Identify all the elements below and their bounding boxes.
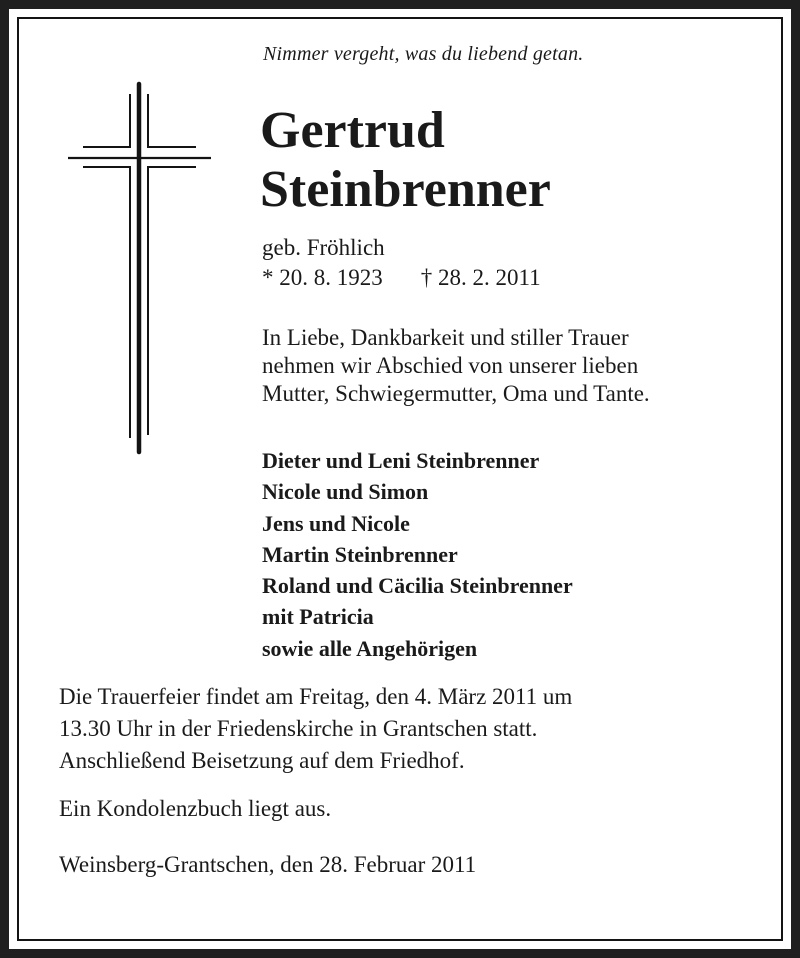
service-line: Anschließend Beisetzung auf dem Friedhof. xyxy=(59,748,465,773)
mourner: Jens und Nicole xyxy=(262,510,410,536)
life-dates xyxy=(262,263,541,293)
mourner: Roland und Cäcilia Steinbrenner xyxy=(262,573,573,599)
funeral-service-info xyxy=(59,681,572,777)
death-date: † 28. 2. 2011 xyxy=(420,265,541,290)
mourner: sowie alle Angehörigen xyxy=(262,635,478,661)
birth-info xyxy=(262,233,541,293)
message-line: In Liebe, Dankbarkeit und stiller Trauer xyxy=(262,325,629,350)
service-line: 13.30 Uhr in der Friedenskirche in Grantschen statt. xyxy=(59,716,538,741)
last-name: Steinbrenner xyxy=(260,161,551,218)
mourner: Nicole und Simon xyxy=(262,479,429,505)
first-name: Gertrud xyxy=(260,102,445,159)
message-line: nehmen wir Abschied von unserer lieben xyxy=(262,353,639,378)
place-and-date: Weinsberg-Grantschen, den 28. Februar 2011 xyxy=(59,852,477,877)
motto: Nimmer vergeht, was du liebend getan. xyxy=(263,43,584,65)
maiden-name: geb. Fröhlich xyxy=(262,235,385,260)
deceased-name xyxy=(260,101,551,219)
condolence-book-note: Ein Kondolenzbuch liegt aus. xyxy=(59,796,332,821)
mourner: mit Patricia xyxy=(262,604,374,630)
mourner: Dieter und Leni Steinbrenner xyxy=(262,448,540,473)
mourner: Martin Steinbrenner xyxy=(262,541,458,567)
service-line: Die Trauerfeier findet am Freitag, den 4. März 2011 um xyxy=(59,684,573,709)
mourners-list xyxy=(262,445,573,664)
latin-cross-icon xyxy=(50,70,230,470)
birth-date: * 20. 8. 1923 xyxy=(262,265,383,290)
message-line: Mutter, Schwiegermutter, Oma und Tante. xyxy=(262,381,650,406)
farewell-message xyxy=(262,324,650,408)
